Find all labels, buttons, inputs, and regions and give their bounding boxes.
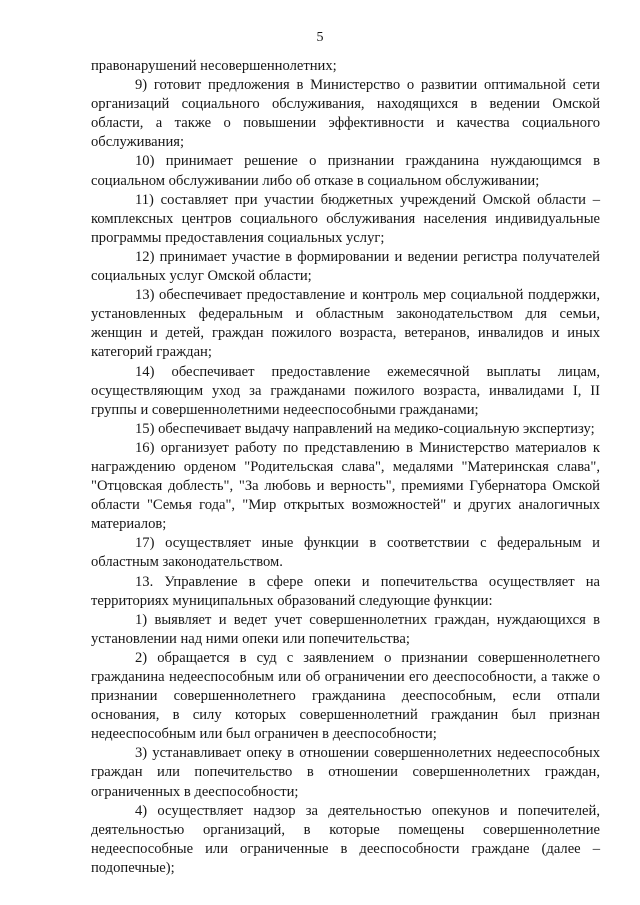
paragraph-item-9: 9) готовит предложения в Министерство о развитии оптимальной сети организаций социального обслуживания, находящихся в ведении Омской области, а также о повышении эффективности и качества социального обслуживания; — [91, 77, 600, 151]
paragraph-subitem-4: 4) осуществляет надзор за деятельностью опекунов и попечителей, деятельностью организаций, в которые помещены совершеннолетние недееспособные или ограниченные в дееспособности граждане (далее – подопечные); — [91, 802, 600, 876]
paragraph-section-13: 13. Управление в сфере опеки и попечительства осуществляет на территориях муниципальных образований следующие функции: — [91, 573, 600, 609]
paragraph-item-12: 12) принимает участие в формировании и ведении регистра получателей социальных услуг Омской области; — [91, 248, 600, 285]
paragraph-item-11: 11) составляет при участии бюджетных учреждений Омской области – комплексных центров социального обслуживания населения индивидуальные программы предоставления социальных услуг; — [91, 191, 600, 246]
paragraph-item-10: 10) принимает решение о признании гражданина нуждающимся в социальном обслуживании либо об отказе в социальном обслуживании; — [91, 153, 600, 189]
paragraph-item-13: 13) обеспечивает предоставление и контроль мер социальной поддержки, установленных федеральным и областным законодательством для семьи, женщин и детей, граждан пожилого возраста, ветеранов, инвалидов и иных категорий граждан; — [91, 287, 600, 361]
paragraph-item-17: 17) осуществляет иные функции в соответствии с федеральным и областным законодательством. — [91, 535, 600, 571]
paragraph-item-15: 15) обеспечивает выдачу направлений на медико-социальную экспертизу; — [135, 420, 595, 437]
paragraph-item-14: 14) обеспечивает предоставление ежемесячной выплаты лицам, осуществляющим уход за гражданами пожилого возраста, инвалидами I, II группы и совершеннолетними недееспособными гражданами; — [91, 363, 600, 418]
page-number: 5 — [316, 30, 324, 45]
paragraph-subitem-1: 1) выявляет и ведет учет совершеннолетних граждан, нуждающихся в установлении над ними опеки или попечительства; — [91, 611, 600, 647]
paragraph-item-16: 16) организует работу по представлению в Министерство материалов к награждению орденом "Родительская слава", медалями "Материнская слава", "Отцовская доблесть", "За любовь и верность", премиями Губернатора Омской области "Семья года", "Мир открытых возможностей" и других аналогичных материалов; — [91, 439, 600, 533]
paragraph-continuation: правонарушений несовершеннолетних; — [91, 58, 337, 74]
paragraph-subitem-2: 2) обращается в суд с заявлением о признании совершеннолетнего гражданина недееспособным или об ограничении его дееспособности, а также о признании совершеннолетнего гражданина дееспособным, если отпали основания, в силу которых совершеннолетний гражданин был признан недееспособным или был ограничен в дееспособности; — [91, 649, 600, 743]
paragraph-subitem-3: 3) устанавливает опеку в отношении совершеннолетних недееспособных граждан или попечительство в отношении совершеннолетних граждан, ограниченных в дееспособности; — [91, 745, 600, 800]
document-body — [91, 57, 600, 878]
